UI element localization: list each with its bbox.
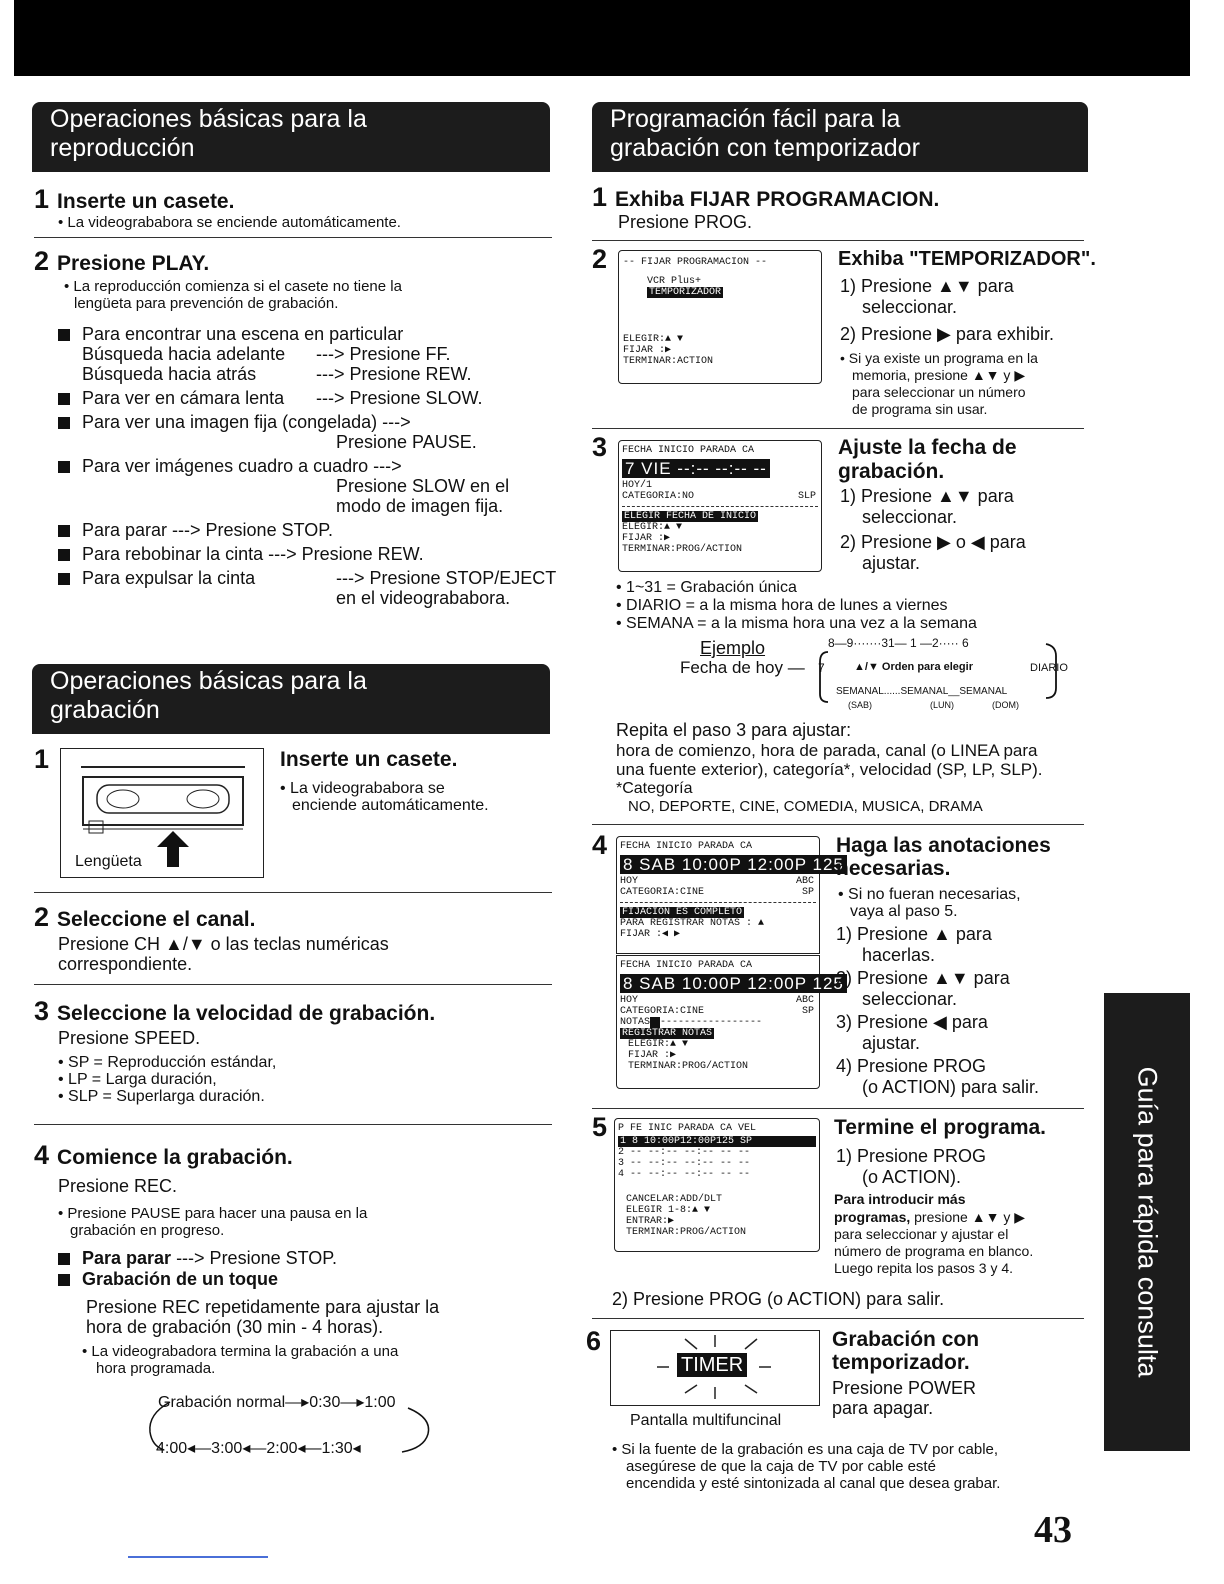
divider xyxy=(34,237,552,238)
divider xyxy=(592,1108,1084,1109)
header-reproduccion: Operaciones básicas para la reproducción xyxy=(32,102,550,172)
cassette-illustration xyxy=(60,748,264,878)
prog-step-2-num: 2 xyxy=(592,244,608,274)
step-1-title: 1 Inserte un casete. xyxy=(34,184,235,214)
rec-step-4-title: 4 Comience la grabación. xyxy=(34,1140,293,1170)
top-black-band xyxy=(14,0,1190,76)
prog-step-3-num: 3 xyxy=(592,432,608,462)
header-grabacion: Operaciones básicas para la grabación xyxy=(32,664,550,734)
prog-step-2-title: Exhiba "TEMPORIZADOR". xyxy=(838,248,1096,270)
divider xyxy=(592,824,1084,825)
screen-program-list: P FE INIC PARADA CA VEL 1 8 10:00P12:00P125 SP 2 -- --:-- --:-- -- -- 3 -- --:-- --:-- -- -- 4 -- --:-- --:-- -- -- CANCELAR:ADD/DLT ELEGIR 1-8:▲ ▼ ENTRAR:▶ TERMINAR:PROG/ACTION xyxy=(614,1118,820,1252)
screen-registrar-notas: FECHA INICIO PARADA CA 8 SAB 10:00P 12:00P 125 HOY ABC CATEGORIA:CINE SP NOTAS ----------------- REGISTRAR NOTAS ELEGIR:▲ ▼ FIJAR :▶ TERMINAR:PROG/ACTION xyxy=(616,955,820,1089)
divider xyxy=(34,984,552,985)
lengueta-label: Lengüeta xyxy=(75,853,142,870)
ejemplo-label: Ejemplo xyxy=(700,638,766,658)
divider xyxy=(592,428,1084,429)
timer-indicator: TIMER xyxy=(677,1353,747,1377)
rec-step-3-title: 3 Seleccione la velocidad de grabación. xyxy=(34,996,436,1026)
prog-step-1-title: 1 Exhiba FIJAR PROGRAMACION. xyxy=(592,182,940,212)
cycle-bottom: 4:00◂—3:00◂—2:00◂—1:30◂ xyxy=(156,1440,361,1457)
rec-step-1-title: Inserte un casete. xyxy=(280,748,458,771)
screen-fecha-inicio: FECHA INICIO PARADA CA 7 VIE --:-- --:-- -- HOY/1 CATEGORIA:NO SLP ELEGIR FECHA DE INICIO ELEGIR:▲ ▼ FIJAR :▶ TERMINAR:PROG/ACTION xyxy=(618,440,822,572)
prog-step-4-num: 4 xyxy=(592,830,608,860)
page-number: 43 xyxy=(1034,1509,1072,1551)
bottom-line xyxy=(128,1556,268,1558)
step-2-title: 2 Presione PLAY. xyxy=(34,246,210,276)
cycle-top: Grabación normal—▸0:30—▸1:00 xyxy=(158,1394,396,1411)
screen-fijar-programacion: -- FIJAR PROGRAMACION -- VCR Plus+ TEMPORIZADOR ELEGIR:▲ ▼ FIJAR :▶ TERMINAR:ACTION xyxy=(618,250,822,384)
rec-step-1-num: 1 xyxy=(34,744,50,774)
screen-fijacion-completo: FECHA INICIO PARADA CA 8 SAB 10:00P 12:00P 125 HOY ABC CATEGORIA:CINE SP FIJACION ES COMPLETO PARA REGISTRAR NOTAS : ▲ FIJAR :◀ ▶ xyxy=(616,836,820,954)
divider xyxy=(34,892,552,893)
step-1-note: • La videogrababora se enciende automáticamente. xyxy=(58,214,401,231)
prog-step-6-num: 6 xyxy=(586,1326,602,1356)
header-programacion: Programación fácil para la grabación con temporizador xyxy=(592,102,1088,172)
divider xyxy=(592,1318,1084,1319)
divider xyxy=(34,1124,552,1125)
side-tab: Guía para rápida consulta xyxy=(1104,993,1190,1451)
divider xyxy=(592,240,1084,241)
multifunction-display xyxy=(610,1330,820,1406)
prog-step-5-num: 5 xyxy=(592,1112,608,1142)
rec-step-2-title: 2 Seleccione el canal. xyxy=(34,902,256,932)
